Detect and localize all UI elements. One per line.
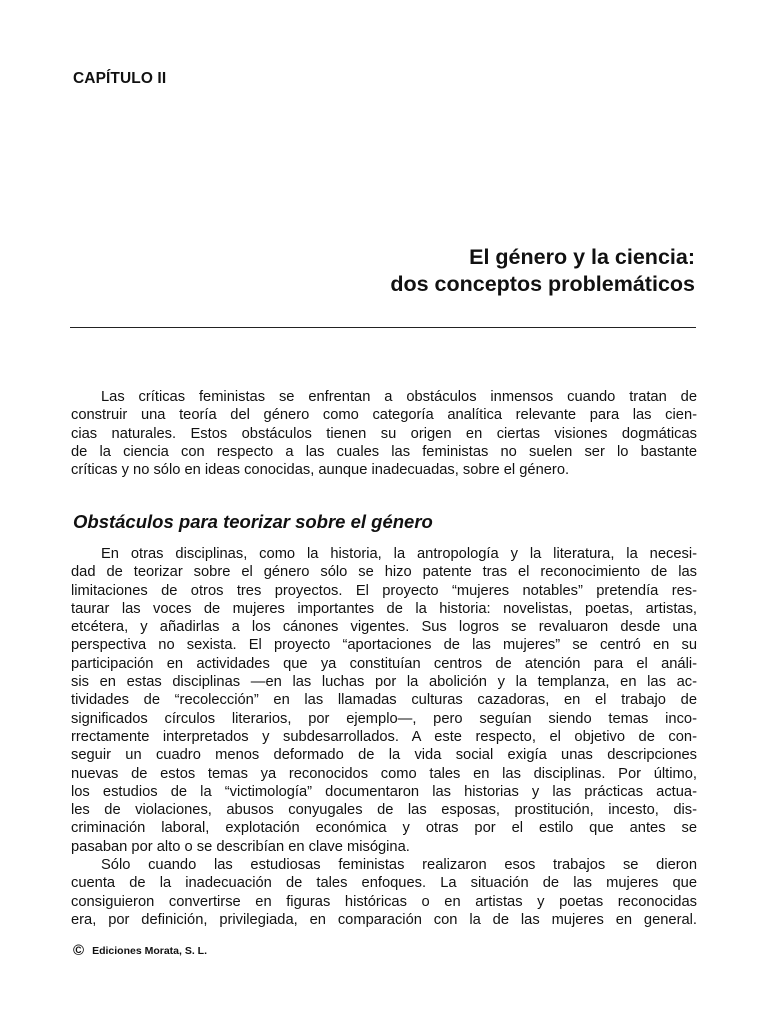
section-heading: Obstáculos para teorizar sobre el género (73, 511, 433, 532)
text-line: etcétera, y añadirlas a los cánones vigentes. Sus logros se revaluaron desde una (71, 619, 697, 636)
text-line: perspectiva no sexista. El proyecto “aportaciones de las mujeres” se centró en su (71, 637, 697, 654)
page-footer (73, 943, 207, 959)
text-line: rrectamente interpretados y subdesarrollados. A este respecto, el objetivo de con- (71, 728, 697, 745)
text-line: seguir un cuadro menos deformado de la vida social exigía unas descripciones (71, 747, 697, 764)
text-line: tividades de “recolección” en las llamadas culturas cazadoras, en el trabajo de (71, 692, 697, 709)
text-line: era, por definición, privilegiada, en comparación con la de las mujeres en general. (71, 911, 697, 928)
copyright-icon: © (73, 942, 85, 959)
text-line: cias naturales. Estos obstáculos tienen su origen en ciertas visiones dogmáticas (71, 425, 697, 442)
text-line: taurar las voces de mujeres importantes de la historia: novelistas, poetas, artistas, (71, 600, 697, 617)
text-line: los estudios de la “victimología” documentaron las historias y las prácticas actua- (71, 783, 697, 800)
text-line: construir una teoría del género como categoría analítica relevante para las cien- (71, 407, 697, 424)
publisher-credit: Ediciones Morata, S. L. (92, 945, 208, 957)
text-line: consiguieron convertirse en figuras históricas o en artistas y poetas reconocidas (71, 893, 697, 910)
text-line: participación en actividades que ya constituían centros de atención para el análi- (71, 655, 697, 672)
chapter-title (135, 244, 695, 298)
text-line: criminación laboral, explotación económica y otras por el estilo que antes se (71, 820, 697, 837)
text-line: pasaban por alto o se describían en clave misógina. (71, 838, 410, 855)
section-body (71, 545, 697, 929)
text-line: sis en estas disciplinas —en las luchas por la abolición y la templanza, en las ac- (71, 674, 697, 691)
text-line: dad de teorizar sobre el género sólo se hizo patente tras el reconocimiento de las (71, 564, 697, 581)
text-line: críticas y no sólo en ideas conocidas, aunque inadecuadas, sobre el género. (71, 462, 570, 479)
text-line: Las críticas feministas se enfrentan a obstáculos inmensos cuando tratan de (101, 389, 697, 405)
chapter-label: CAPÍTULO II (73, 70, 167, 87)
chapter-title-line: dos conceptos problemáticos (390, 272, 695, 296)
text-line: cuenta de la inadecuación de tales enfoques. La situación de las mujeres que (71, 875, 697, 892)
chapter-title-line: El género y la ciencia: (469, 245, 695, 269)
intro-paragraph (71, 388, 697, 479)
text-line: de la ciencia con respecto a las cuales las feministas no suelen ser lo bastante (71, 443, 697, 460)
text-line: nuevas de estos temas ya reconocidos como tales en las disciplinas. Por último, (71, 765, 697, 782)
text-line: significados círculos literarios, por ejemplo—, pero seguían siendo temas inco- (71, 710, 697, 727)
text-line: les de violaciones, abusos conyugales de las esposas, prostitución, incesto, dis- (71, 802, 697, 819)
title-divider (70, 327, 696, 328)
text-line: Sólo cuando las estudiosas feministas realizaron esos trabajos se dieron (101, 857, 697, 874)
text-line: limitaciones de otros tres proyectos. El proyecto “mujeres notables” pretendía res- (71, 582, 697, 599)
text-line: En otras disciplinas, como la historia, la antropología y la literatura, la necesi- (101, 546, 697, 562)
